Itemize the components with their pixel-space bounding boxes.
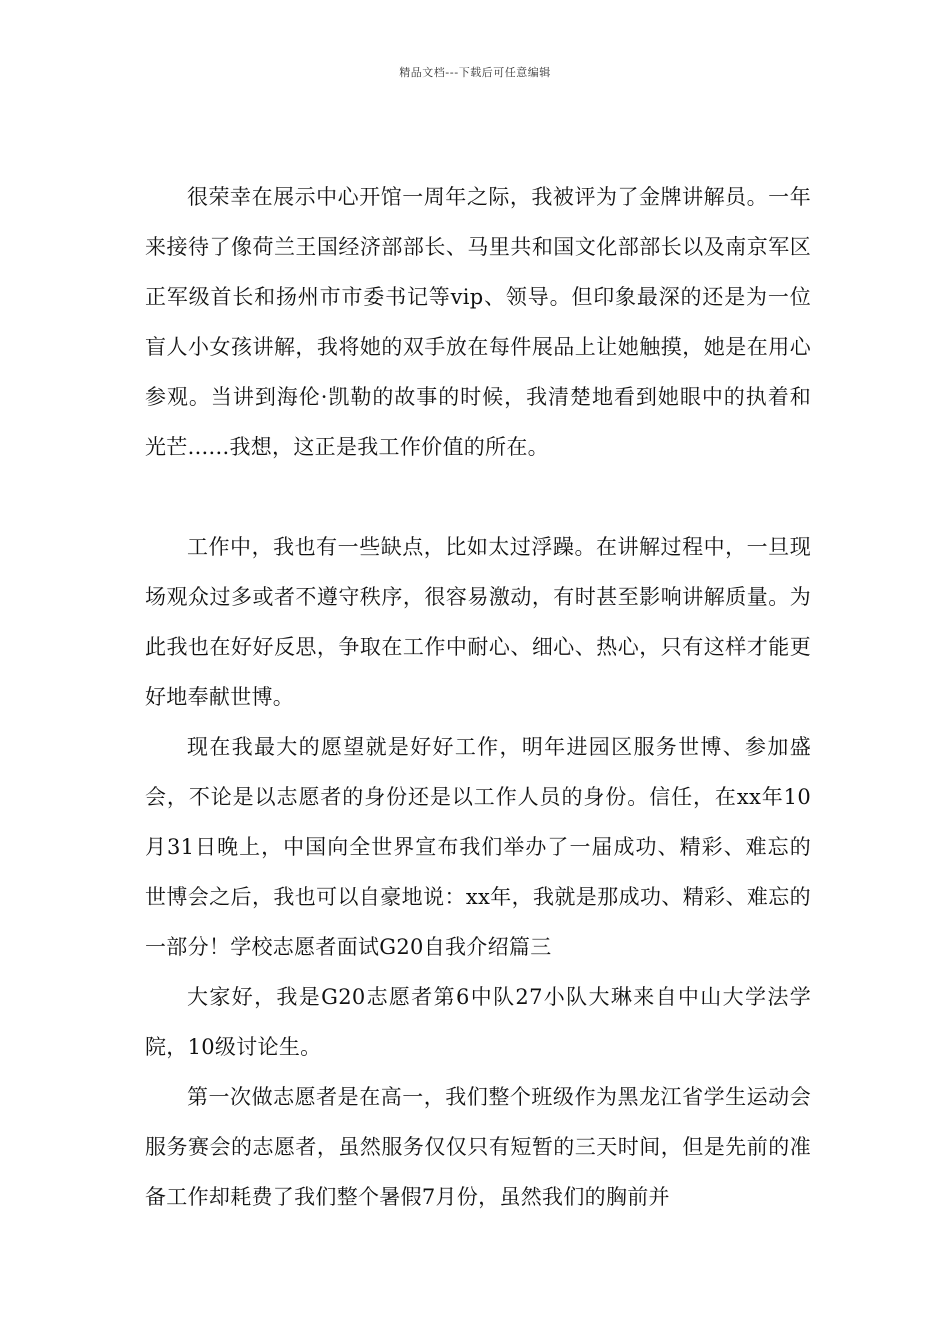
- document-body: [145, 172, 811, 1222]
- paragraph-4: 大家好，我是G20志愿者第6中队27小队大琳来自中山大学法学院，10级讨论生。: [145, 985, 811, 1059]
- paragraph-3: 现在我最大的愿望就是好好工作，明年进园区服务世博、参加盛会，不论是以志愿者的身份还是以工作人员的身份。信任，在xx年10月31日晚上，中国向全世界宣布我们举办了一届成功、精彩、难忘的世博会之后，我也可以自豪地说：xx年，我就是那成功、精彩、难忘的一部分！学校志愿者面试G20自我介绍篇三: [145, 735, 811, 959]
- paragraph-5: 第一次做志愿者是在高一，我们整个班级作为黑龙江省学生运动会服务赛会的志愿者，虽然服务仅仅只有短暂的三天时间，但是先前的准备工作却耗费了我们整个暑假7月份，虽然我们的胸前并: [145, 1085, 811, 1209]
- paragraph-1: 很荣幸在展示中心开馆一周年之际，我被评为了金牌讲解员。一年来接待了像荷兰王国经济部部长、马里共和国文化部部长以及南京军区正军级首长和扬州市市委书记等vip、领导。但印象最深的还是为一位盲人小女孩讲解，我将她的双手放在每件展品上让她触摸，她是在用心参观。当讲到海伦·凯勒的故事的时候，我清楚地看到她眼中的执着和光芒......我想，这正是我工作价值的所在。: [145, 185, 811, 459]
- paragraph-2: 工作中，我也有一些缺点，比如太过浮躁。在讲解过程中，一旦现场观众过多或者不遵守秩序，很容易激动，有时甚至影响讲解质量。为此我也在好好反思，争取在工作中耐心、细心、热心，只有这样才能更好地奉献世博。: [145, 535, 811, 709]
- page-header: 精品文档---下载后可任意编辑: [399, 66, 551, 79]
